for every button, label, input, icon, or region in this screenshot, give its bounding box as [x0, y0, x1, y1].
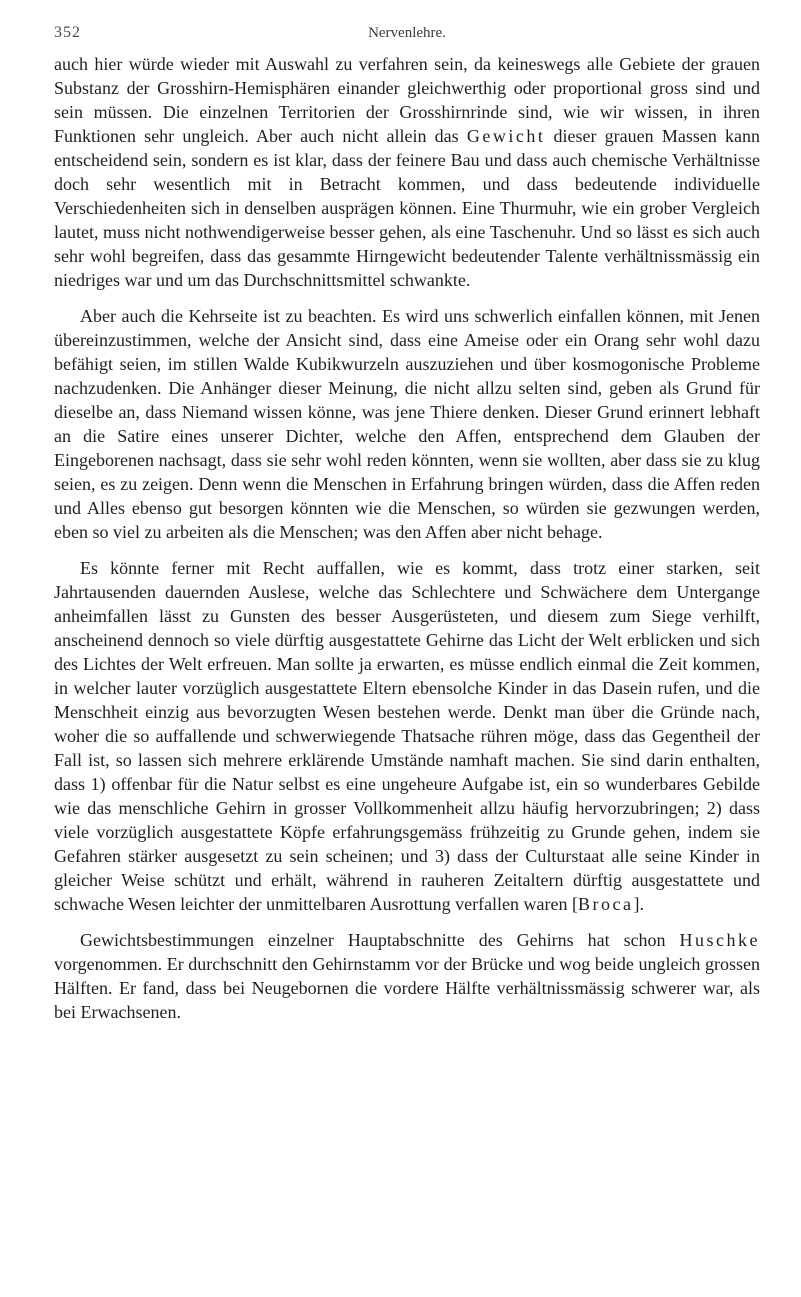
text-segment: auch hier würde wieder mit Auswahl zu verfahren sein, da keineswegs alle Gebiete der grauen Substanz der Grosshirn-Hemisphären einander gleichwerthig oder proportional gross sind und sein müssen. Die einzelnen Territorien der Grosshirnrinde sind, wie wir wissen, in ihren Funktionen sehr ungleich. Aber auch nicht allein das — [54, 54, 760, 146]
text-segment: dieser grauen Massen kann entscheidend sein, sondern es ist klar, dass der feinere Bau und dass auch chemische Verhältnisse doch sehr wesentlich mit in Betracht kommen, und dass bedeutende individuelle Verschiedenheiten sich in denselben ausprägen können. Eine Thurmuhr, wie ein grober Vergleich lautet, muss nicht nothwendigerweise besser gehen, als eine Taschenuhr. Und so lässt es sich auch sehr wohl begreifen, dass das gesammte Hirngewicht bedeutender Talente verhältnissmässig ein niedriges war und um das Durchschnittsmittel schwankte. — [54, 126, 761, 290]
running-title: Nervenlehre. — [368, 25, 446, 41]
text-segment: ]. — [633, 894, 644, 914]
spaced-emphasis: Huschke — [679, 930, 760, 950]
text-segment: vorgenommen. Er durchschnitt den Gehirnstamm vor der Brücke und wog beide ungleich grossen Hälften. Er fand, dass bei Neugebornen die vordere Hälfte verhältnissmässig schwerer war, als bei Erwachsenen. — [54, 954, 760, 1022]
text-segment: Aber auch die Kehrseite ist zu beachten. Es wird uns schwerlich einfallen können, mit Jenen übereinzustimmen, welche der Ansicht sind, dass eine Ameise oder ein Orang sehr wohl dazu befähigt seien, im stillen Walde Kubikwurzeln auszuziehen und über kosmogonische Probleme nachzudenken. Die Anhänger dieser Meinung, die nicht allzu selten sind, geben als Grund für dieselbe an, dass Niemand wissen könne, was jene Thiere denken. Dieser Grund erinnert lebhaft an die Satire eines unserer Dichter, welche den Affen, entsprechend dem Glauben der Eingeborenen nachsagt, dass sie sehr wohl reden könnten, wenn sie wollten, aber dass sie zu klug seien, es zu zeigen. Denn wenn die Menschen in Erfahrung bringen würden, dass die Affen reden und Alles ebenso gut besorgen könnten wie die Menschen, so würden sie gezwungen werden, eben so viel zu arbeiten als die Menschen; was den Affen aber nicht behage. — [54, 306, 760, 542]
running-head — [54, 22, 760, 52]
page-content — [54, 22, 760, 1024]
paragraph-3 — [54, 556, 760, 916]
paragraph-1 — [54, 52, 760, 292]
spaced-emphasis: Broca — [578, 894, 634, 914]
text-segment: Es könnte ferner mit Recht auffallen, wie es kommt, dass trotz einer starken, seit Jahrtausenden dauernden Auslese, welche das Schlechtere und Schwächere dem Untergange anheimfallen lässt zu Gunsten des besser Ausgerüsteten, und diesem zum Siege verhilft, anscheinend dennoch so viele dürftig ausgestattete Gehirne das Licht der Welt erblicken und sich des Lichtes der Welt erfreuen. Man sollte ja erwarten, es müsse endlich einmal die Zeit kommen, in welcher lauter vorzüglich ausgestattete Eltern ebensolche Kinder in das Dasein rufen, und die Menschheit einzig aus bevorzugten Wesen bestehen werde. Denkt man über die Gründe nach, woher die so auffallende und schwerwiegende Thatsache rühren möge, dass das Gegentheil der Fall ist, so lassen sich mehrere erklärende Umstände namhaft machen. Sie sind darin enthalten, dass 1) offenbar für die Natur selbst es eine ungeheure Aufgabe ist, ein so wunderbares Gebilde wie das menschliche Gehirn in grosser Vollkommenheit allzu häufig hervorzubringen; 2) dass viele vorzüglich ausgestattete Köpfe erfahrungsgemäss frühzeitig zu Grunde gehen, indem sie Gefahren stärker ausgesetzt zu sein scheinen; und 3) dass der Culturstaat alle seine Kinder in gleicher Weise schützt und erhält, während in rauheren Zeitaltern dürftig ausgestattete und schwache Wesen leichter der unmittelbaren Ausrottung verfallen waren [ — [54, 558, 760, 914]
spaced-emphasis: Gewicht — [466, 126, 546, 146]
body-text — [54, 52, 760, 1024]
paragraph-2 — [54, 304, 760, 544]
page-number: 352 — [54, 24, 81, 41]
text-segment: Gewichtsbestimmungen einzelner Hauptabschnitte des Gehirns hat schon — [80, 930, 680, 950]
paragraph-4 — [54, 928, 760, 1024]
